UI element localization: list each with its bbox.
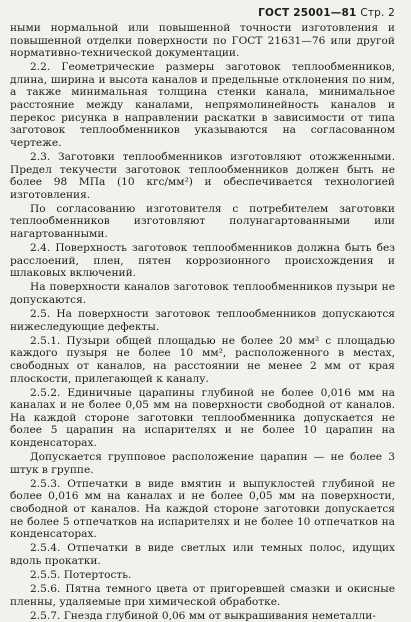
page-number: Стр. 2 (360, 7, 395, 19)
clause-2-5-1: 2.5.1. Пузыри общей площадью не более 20 мм² с площадью каждого пузыря не более 10 мм², расположенного в местах, свободных от каналов, на расстоянии не менее 2 мм от края плоскости, прилегающей к каналу. (10, 334, 395, 385)
clause-2-5-3: 2.5.3. Отпечатки в виде вмятин и выпуклостей глубиной не более 0,016 мм на каналах и не более 0,05 мм на поверхности, свободной от каналов. На каждой стороне заготовки допускается не более 5 отпечатков на испарителях и не более 10 отпечатков на конденсаторах. (10, 477, 395, 541)
body-text (10, 22, 395, 622)
clause-2-5-2: 2.5.2. Единичные царапины глубиной не более 0,016 мм на каналах и не более 0,05 мм на поверхности свободной от каналов. На каждой стороне заготовки теплообменника допускается не более 5 царапин на испарителях и не более 10 царапин на конденсаторах. (10, 386, 395, 449)
clause-2-5-6: 2.5.6. Пятна темного цвета от пригоревшей смазки и окисные пленны, удаляемые при химической обработке. (10, 583, 395, 608)
clause-2-2: 2.2. Геометрические размеры заготовок теплообменников, длина, ширина и высота каналов и предельные отклонения по ним, а также минимальная толщина стенки канала, минимальное расстояние между каналами, непрямолинейность каналов и перекос рисунка в направлении раскатки в зависимости от типа заготовок теплообменников указываются на согласованном чертеже. (10, 61, 395, 149)
clause-2-5-2-note: Допускается групповое расположение царапин — не более 3 штук в группе. (10, 451, 395, 476)
clause-2-4: 2.4. Поверхность заготовок теплообменников должна быть без расслоений, плен, пятен коррозионного происхождения и шлаковых включений. (10, 242, 395, 280)
paragraph-continuation: ными нормальной или повышенной точности изготовления и повышенной отделки поверхности по ГОСТ 21631—76 или другой нормативно-технической документации. (10, 22, 395, 60)
clause-2-5-5: 2.5.5. Потертость. (30, 568, 132, 581)
clause-2-3-note: По согласованию изготовителя с потребителем заготовки теплообменников изготовляют полунагартованными или нагартованными. (10, 202, 395, 240)
clause-2-5: 2.5. На поверхности заготовок теплообменников допускаются нижеследующие дефекты. (10, 308, 395, 333)
clause-2-5-4: 2.5.4. Отпечатки в виде светлых или темных полос, идущих вдоль прокатки. (10, 542, 395, 567)
clause-2-4-note: На поверхности каналов заготовок теплообменников пузыри не допускаются. (10, 281, 395, 306)
standard-number: ГОСТ 25001—81 (258, 7, 357, 19)
page-header (10, 6, 395, 20)
clause-2-5-7: 2.5.7. Гнезда глубиной 0,06 мм от выкрашивания неметалли- (30, 609, 376, 622)
clause-2-3: 2.3. Заготовки теплообменников изготовляют отожженными. Предел текучести заготовок теплообменников должен быть не более 98 МПа (10 кгс/мм²) и обеспечивается технологией изготовления. (10, 150, 395, 201)
